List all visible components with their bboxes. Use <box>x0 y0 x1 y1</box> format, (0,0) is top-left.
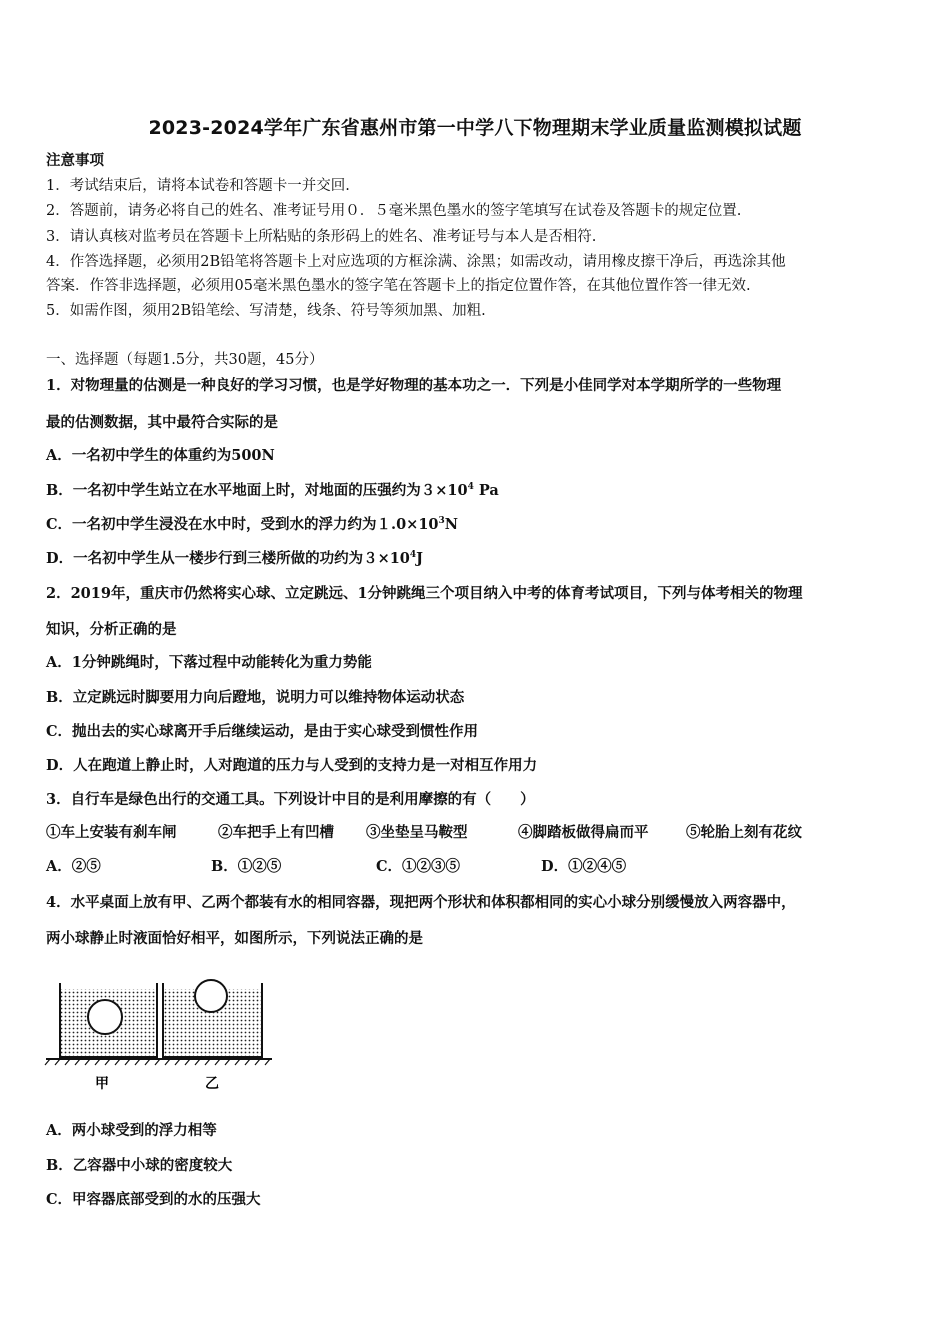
question-2-option-b: B．立定跳远时脚要用力向后蹬地，说明力可以维持物体运动状态 <box>46 689 465 706</box>
question-1-option-a: A．一名初中学生的体重约为500N <box>46 447 275 464</box>
question-2-option-a: A．1分钟跳绳时，下落过程中动能转化为重力势能 <box>46 654 372 671</box>
question-1-option-b: B．一名初中学生站立在水平地面上时，对地面的压强约为$3\times 10^4$ Pa <box>46 482 499 499</box>
notice-item: 5．如需作图，须用2B铅笔绘、写清楚，线条、符号等须加黑、加粗. <box>46 303 486 319</box>
question-1-option-c: C．一名初中学生浸没在水中时，受到水的浮力约为$1.0\times 10^3N$ <box>46 516 459 533</box>
question-2-stem: 2．2019年，重庆市仍然将实心球、立定跳远、1分钟跳绳三个项目纳入中考的体育考试项目，下列与体考相关的物理 <box>46 585 803 602</box>
question-3-item: ①车上安装有刹车闸 <box>46 824 177 841</box>
table-surface <box>45 1059 272 1065</box>
question-3-option-a: A．②⑤ <box>46 858 101 875</box>
question-4-option-a: A．两小球受到的浮力相等 <box>46 1122 217 1139</box>
ball-jia <box>88 1000 122 1034</box>
question-3-item: ②车把手上有凹槽 <box>218 824 334 841</box>
question-4-stem-cont: 两小球静止时液面恰好相平，如图所示，下列说法正确的是 <box>46 930 423 947</box>
question-2-stem-cont: 知识，分析正确的是 <box>46 621 177 638</box>
notice-item: 4．作答选择题，必须用2B铅笔将答题卡上对应选项的方框涂满、涂黑；如需改动，请用橡皮擦干净后，再选涂其他 <box>46 254 786 270</box>
question-4-stem: 4．水平桌面上放有甲、乙两个都装有水的相同容器，现把两个形状和体积都相同的实心小球分别缓慢放入两容器中， <box>46 894 796 911</box>
question-1-stem: 1．对物理量的估测是一种良好的学习习惯，也是学好物理的基本功之一．下列是小佳同学对本学期所学的一些物理 <box>46 377 782 394</box>
question-3-item: ④脚踏板做得扁而平 <box>518 824 649 841</box>
question-3-option-d: D．①②④⑤ <box>541 858 627 875</box>
question-3-option-c: C．①②③⑤ <box>376 858 461 875</box>
question-3-option-b: B．①②⑤ <box>211 858 282 875</box>
question-2-option-d: D．人在跑道上静止时，人对跑道的压力与人受到的支持力是一对相互作用力 <box>46 757 538 774</box>
page-title: 2023-2024学年广东省惠州市第一中学八下物理期末学业质量监测模拟试题 <box>148 117 802 139</box>
question-4-option-b: B．乙容器中小球的密度较大 <box>46 1157 233 1174</box>
question-3-item: ③坐垫呈马鞍型 <box>366 824 468 841</box>
notice-item: 2．答题前，请务必将自己的姓名、准考证号用０．５毫米黑色墨水的签字笔填写在试卷及答题卡的规定位置. <box>46 203 742 219</box>
question-1-stem-cont: 最的估测数据，其中最符合实际的是 <box>46 414 278 431</box>
containers-figure <box>44 975 274 1095</box>
label-jia: 甲 <box>95 1076 109 1092</box>
question-4-option-c: C．甲容器底部受到的水的压强大 <box>46 1191 261 1208</box>
notice-item: 3．请认真核对监考员在答题卡上所粘贴的条形码上的姓名、准考证号与本人是否相符. <box>46 229 597 245</box>
notice-item: 答案．作答非选择题，必须用05毫米黑色墨水的签字笔在答题卡上的指定位置作答，在其他位置作答一律无效. <box>46 278 751 294</box>
question-3-stem: 3．自行车是绿色出行的交通工具。下列设计中目的是利用摩擦的有（ ） <box>46 791 535 808</box>
question-1-option-d: D．一名初中学生从一楼步行到三楼所做的功约为$3\times 10^4J$ <box>46 550 424 567</box>
notice-item: 1．考试结束后，请将本试卷和答题卡一并交回. <box>46 178 350 194</box>
ball-yi <box>195 980 227 1012</box>
label-yi: 乙 <box>205 1076 219 1092</box>
container-yi <box>163 980 262 1057</box>
container-jia <box>60 983 157 1057</box>
notice-heading: 注意事项 <box>46 152 104 169</box>
question-2-option-c: C．抛出去的实心球离开手后继续运动，是由于实心球受到惯性作用 <box>46 723 479 740</box>
section-heading: 一、选择题（每题1.5分，共30题，45分） <box>46 352 324 368</box>
question-3-item: ⑤轮胎上刻有花纹 <box>686 824 802 841</box>
